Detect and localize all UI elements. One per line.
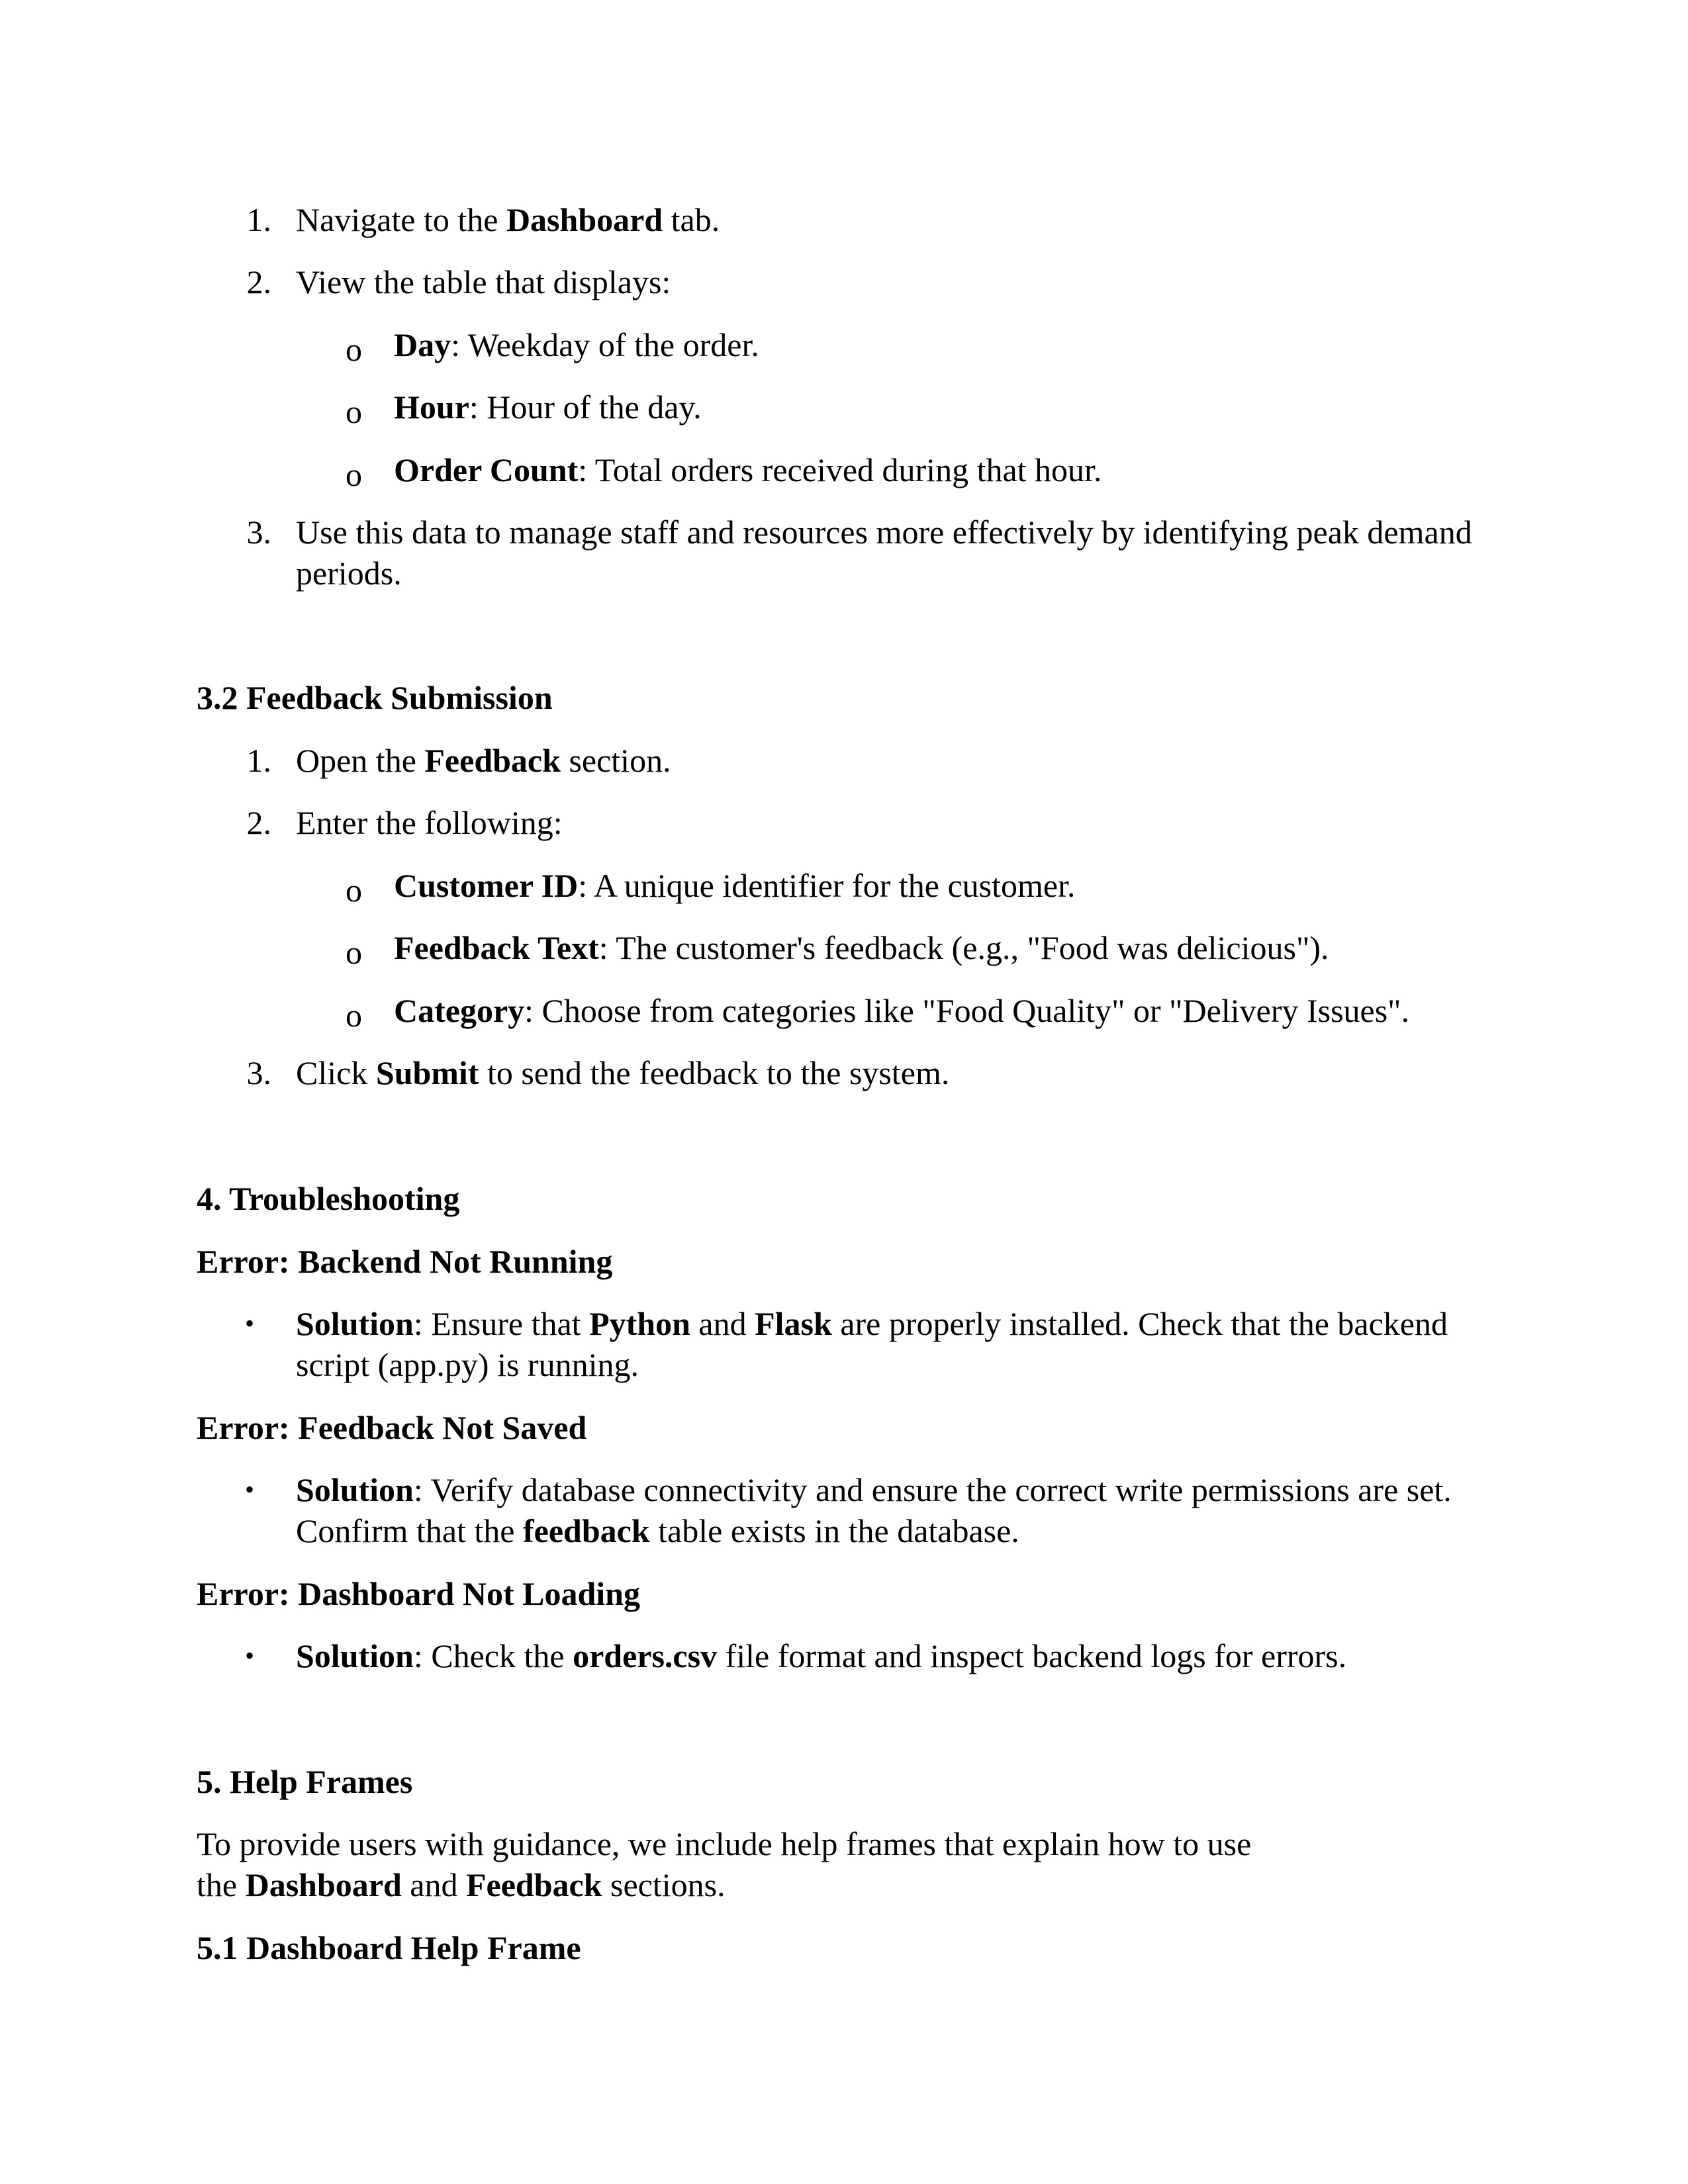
sub-item: Feedback Text: The customer's feedback (e.g., "Food was delicious").	[394, 929, 1329, 966]
error-heading: Error: Dashboard Not Loading	[197, 1575, 640, 1612]
solution-text-continued: script (app.py) is running.	[296, 1346, 639, 1383]
step-text: Use this data to manage staff and resources more effectively by identifying peak demand	[296, 514, 1472, 551]
step-number: 2.	[246, 263, 271, 300]
list-marker: o	[346, 393, 362, 430]
step-text: Enter the following:	[296, 804, 563, 841]
sub-item: Hour: Hour of the day.	[394, 388, 702, 426]
solution-text: Solution: Check the orders.csv file format and inspect backend logs for errors.	[296, 1637, 1347, 1674]
bullet-marker: •	[245, 1475, 255, 1504]
list-marker: o	[346, 997, 362, 1034]
step-number: 2.	[246, 804, 271, 841]
paragraph-line: the Dashboard and Feedback sections.	[197, 1866, 726, 1903]
solution-text: Solution: Verify database connectivity and ensure the correct write permissions are set.	[296, 1471, 1452, 1508]
step-text: Navigate to the Dashboard tab.	[296, 201, 720, 238]
step-text: Click Submit to send the feedback to the system.	[296, 1054, 950, 1091]
ui-term: Dashboard	[506, 201, 663, 238]
section-heading-5-1: 5.1 Dashboard Help Frame	[197, 1929, 581, 1966]
section-heading-3-2: 3.2 Feedback Submission	[197, 679, 553, 716]
sub-item: Day: Weekday of the order.	[394, 326, 759, 363]
section-heading-5: 5. Help Frames	[197, 1763, 413, 1800]
step-number: 3.	[246, 514, 271, 551]
ui-term: Feedback	[424, 742, 561, 779]
sub-item: Order Count: Total orders received during that hour.	[394, 451, 1102, 488]
bullet-marker: •	[245, 1308, 255, 1338]
solution-text-continued: Confirm that the feedback table exists in the database.	[296, 1512, 1019, 1549]
step-number: 1.	[246, 201, 271, 238]
ui-term: Submit	[375, 1054, 479, 1091]
step-number: 3.	[246, 1054, 271, 1091]
bullet-marker: •	[245, 1641, 255, 1670]
step-text: Open the Feedback section.	[296, 742, 671, 779]
error-heading: Error: Feedback Not Saved	[197, 1409, 587, 1446]
step-text: View the table that displays:	[296, 263, 671, 300]
error-heading: Error: Backend Not Running	[197, 1243, 613, 1280]
list-marker: o	[346, 934, 362, 971]
step-number: 1.	[246, 742, 271, 779]
solution-text: Solution: Ensure that Python and Flask are properly installed. Check that the backend	[296, 1305, 1448, 1342]
step-text-continued: periods.	[296, 555, 402, 592]
list-marker: o	[346, 456, 362, 493]
section-heading-4: 4. Troubleshooting	[197, 1180, 460, 1217]
paragraph-line: To provide users with guidance, we include help frames that explain how to use	[197, 1825, 1252, 1862]
sub-item: Customer ID: A unique identifier for the customer.	[394, 867, 1076, 904]
list-marker: o	[346, 872, 362, 909]
list-marker: o	[346, 331, 362, 368]
sub-item: Category: Choose from categories like "Food Quality" or "Delivery Issues".	[394, 992, 1410, 1029]
